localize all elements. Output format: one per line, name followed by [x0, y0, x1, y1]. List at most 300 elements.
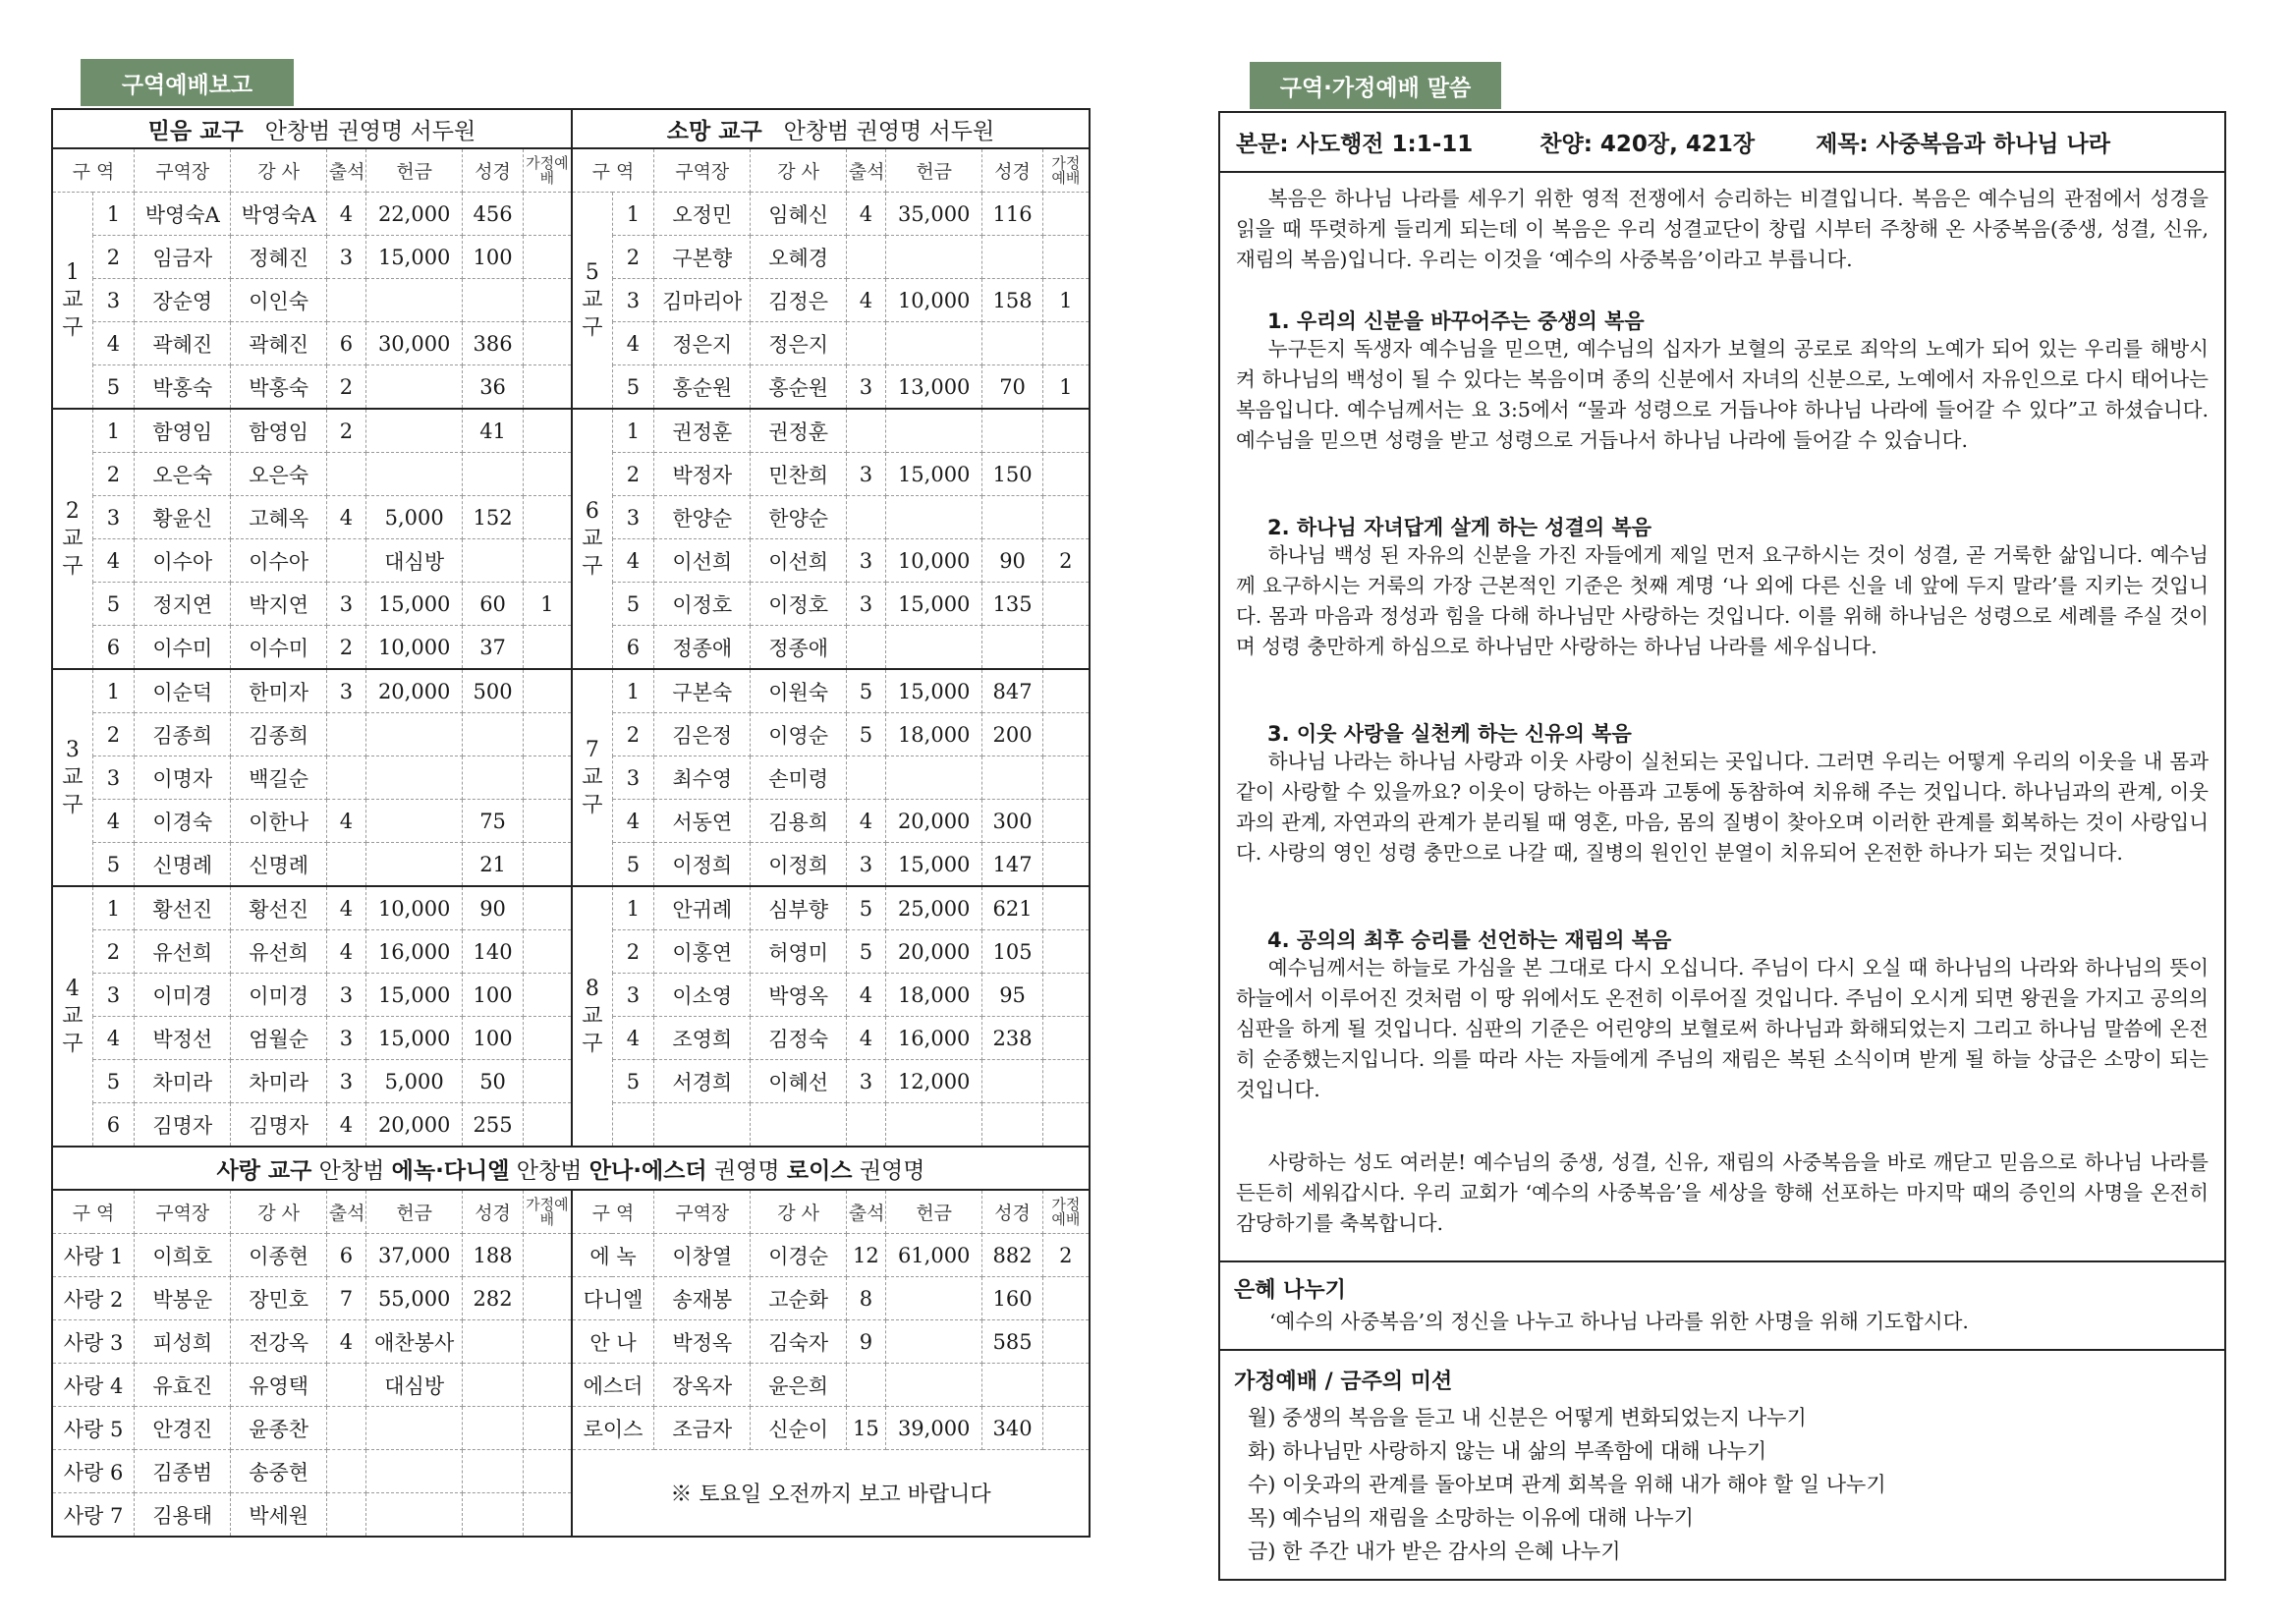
- offering: 15,000: [885, 583, 981, 626]
- row-number: 2: [92, 930, 134, 974]
- bible-reading: [982, 756, 1042, 800]
- col-teacher-header: 강 사: [231, 148, 326, 193]
- family-worship: [523, 409, 572, 453]
- teacher-name: 엄월순: [231, 1017, 326, 1060]
- teacher-name: 이영순: [751, 713, 846, 756]
- offering: 애찬봉사: [365, 1320, 462, 1364]
- family-worship: [523, 886, 572, 930]
- district-label: [52, 193, 92, 410]
- leader-name: 김명자: [135, 1103, 231, 1148]
- subgroup-name: 안나·에스더: [588, 1157, 707, 1184]
- offering: [885, 1103, 981, 1148]
- family-worship: [523, 1060, 572, 1103]
- row-number: 1: [612, 193, 653, 236]
- attendance: 9: [846, 1320, 885, 1364]
- offering: 15,000: [365, 974, 462, 1017]
- teacher-name: 허영미: [751, 930, 846, 974]
- bible-reading: [982, 626, 1042, 670]
- row-number: [612, 1103, 653, 1148]
- family-worship: [523, 800, 572, 843]
- district-label-char: 6: [585, 498, 599, 524]
- bible-reading: 41: [463, 409, 523, 453]
- row-number: 4: [612, 800, 653, 843]
- row-number: 4: [612, 1017, 653, 1060]
- leader-name: 이미경: [135, 974, 231, 1017]
- bible-reading: 90: [982, 539, 1042, 583]
- table-row: [52, 409, 1090, 453]
- offering: 20,000: [885, 930, 981, 974]
- bible-reading: 37: [463, 626, 523, 670]
- offering: 39,000: [885, 1407, 981, 1450]
- offering: 5,000: [365, 1060, 462, 1103]
- attendance: 15: [846, 1407, 885, 1450]
- attendance: 4: [326, 930, 365, 974]
- district-label-char: 구: [582, 792, 603, 817]
- attendance: [846, 409, 885, 453]
- attendance: 3: [326, 236, 365, 279]
- attendance: 3: [846, 843, 885, 887]
- leader-name: 이정호: [654, 583, 751, 626]
- attendance: 2: [326, 365, 365, 410]
- row-number: 5: [612, 365, 653, 410]
- leader-name: 안귀례: [654, 886, 751, 930]
- offering: 15,000: [365, 236, 462, 279]
- attendance: 4: [326, 886, 365, 930]
- district-label: [52, 409, 92, 669]
- district-name: 사랑 7: [52, 1493, 135, 1538]
- col-teacher-header: 강 사: [751, 148, 846, 193]
- teacher-name: 송중현: [231, 1450, 326, 1493]
- district-label-char: 교: [62, 526, 84, 551]
- family-worship: [1042, 1103, 1090, 1148]
- family-worship: [523, 236, 572, 279]
- bible-reading: 386: [463, 322, 523, 365]
- attendance: [846, 1103, 885, 1148]
- teacher-name: 정은지: [751, 322, 846, 365]
- district-label: [572, 193, 612, 410]
- attendance: 4: [846, 974, 885, 1017]
- sermon-header: [1220, 113, 2224, 173]
- family-worship: [523, 626, 572, 670]
- group-leader: 안창범: [311, 1157, 392, 1184]
- offering: 15,000: [365, 583, 462, 626]
- family-worship: [1042, 1017, 1090, 1060]
- teacher-name: [751, 1103, 846, 1148]
- bible-reading: 500: [463, 669, 523, 713]
- offering: 55,000: [365, 1277, 462, 1320]
- family-worship: [523, 1103, 572, 1148]
- bible-reading: [463, 539, 523, 583]
- offering: [885, 1320, 981, 1364]
- offering: 10,000: [885, 539, 981, 583]
- attendance: [846, 496, 885, 539]
- district-name: 사랑 4: [52, 1364, 135, 1407]
- bible-reading: 95: [982, 974, 1042, 1017]
- row-number: 4: [92, 539, 134, 583]
- bible-reading: 882: [982, 1234, 1042, 1277]
- family-worship: [523, 974, 572, 1017]
- offering: 20,000: [365, 669, 462, 713]
- leader-name: 함영임: [135, 409, 231, 453]
- district-label: [572, 669, 612, 886]
- attendance: 12: [846, 1234, 885, 1277]
- leader-name: 김종희: [135, 713, 231, 756]
- table-row: [52, 713, 1090, 756]
- family-worship: [1042, 236, 1090, 279]
- bible-reading: [982, 409, 1042, 453]
- district-name: 로이스: [572, 1407, 654, 1450]
- leader-name: 이정희: [654, 843, 751, 887]
- table-row: [52, 193, 1090, 236]
- row-number: 5: [612, 1060, 653, 1103]
- family-worship: [523, 453, 572, 496]
- family-worship: 1: [1042, 279, 1090, 322]
- teacher-name: 유선희: [231, 930, 326, 974]
- teacher-name: 이경순: [751, 1234, 846, 1277]
- table-row: [52, 279, 1090, 322]
- district-name: 사랑 3: [52, 1320, 135, 1364]
- offering: 15,000: [365, 1017, 462, 1060]
- attendance: 3: [326, 1017, 365, 1060]
- teacher-name: 이미경: [231, 974, 326, 1017]
- group-leader: 권영명: [852, 1157, 925, 1184]
- sermon-panel: [1218, 111, 2226, 1581]
- district-label-char: 구: [582, 314, 603, 340]
- row-number: 3: [92, 496, 134, 539]
- bible-reading: 21: [463, 843, 523, 887]
- offering: [365, 1407, 462, 1450]
- district-label: [52, 669, 92, 886]
- bible-reading: [463, 1493, 523, 1538]
- col-leader-header: 구역장: [654, 148, 751, 193]
- teacher-name: 김숙자: [751, 1320, 846, 1364]
- offering: 37,000: [365, 1234, 462, 1277]
- teacher-name: 박지연: [231, 583, 326, 626]
- row-number: 4: [92, 1017, 134, 1060]
- district-name: 사랑 6: [52, 1450, 135, 1493]
- col-attend-header: 출석: [326, 1190, 365, 1234]
- bible-reading: [982, 1364, 1042, 1407]
- bible-reading: [463, 713, 523, 756]
- sermon-intro: 복음은 하나님 나라를 세우기 위한 영적 전쟁에서 승리하는 비결입니다. 복음은 예수님의 관점에서 성경을 읽을 때 뚜렷하게 들리게 되는데 이 복음은 우리 성결교단이 창립 시부터 주창해 온 사중복음(중생, 성결, 신유, 재림의 복음)입니다. 우리는 이것을 ‘예수의 사중복음’이라고 부릅니다.: [1236, 187, 2209, 271]
- attendance: [326, 1450, 365, 1493]
- offering: [365, 843, 462, 887]
- attendance: 4: [326, 800, 365, 843]
- district-name: 안 나: [572, 1320, 654, 1364]
- row-number: 2: [92, 236, 134, 279]
- family-worship: [1042, 713, 1090, 756]
- group-leaders: 안창범 권영명 서두원: [783, 118, 995, 144]
- table-row: [52, 539, 1090, 583]
- attendance: [846, 626, 885, 670]
- teacher-name: 홍순원: [751, 365, 846, 410]
- family-worship: [523, 496, 572, 539]
- attendance: [326, 1364, 365, 1407]
- group-title: 소망 교구: [666, 118, 762, 144]
- col-district-header: 구 역: [52, 148, 135, 193]
- attendance: [326, 453, 365, 496]
- attendance: [326, 539, 365, 583]
- leader-name: 이홍연: [654, 930, 751, 974]
- sermon-subject: 제목: 사중복음과 하나님 나라: [1816, 132, 2110, 157]
- bible-reading: 255: [463, 1103, 523, 1148]
- attendance: 5: [846, 930, 885, 974]
- bible-reading: [463, 1407, 523, 1450]
- grace-title: 은혜 나누기: [1234, 1278, 1346, 1303]
- teacher-name: 이선희: [751, 539, 846, 583]
- family-worship: [1042, 800, 1090, 843]
- section-body: 하나님 나라는 하나님 사랑과 이웃 사랑이 실천되는 곳입니다. 그러면 우리는 어떻게 우리의 이웃을 내 몸과 같이 사랑할 수 있을까요? 이웃이 당하는 아픔과 고통에 동참하여 치유해 주는 것입니다. 하나님과의 관계, 이웃과의 관계, 자연과의 관계가 분리될 때 영혼, 마음, 몸의 질병이 찾아오며 이러한 관계를 회복하는 것이 사랑입니다. 사랑의 영인 성령 충만으로 나갈 때, 질병의 원인인 분열이 치유되어 온전한 하나가 되는 것입니다.: [1236, 750, 2209, 865]
- row-number: 6: [92, 1103, 134, 1148]
- leader-name: 임금자: [135, 236, 231, 279]
- row-number: 2: [612, 713, 653, 756]
- leader-name: 구본숙: [654, 669, 751, 713]
- offering: 18,000: [885, 974, 981, 1017]
- bible-reading: 158: [982, 279, 1042, 322]
- bible-reading: [463, 1320, 523, 1364]
- row-number: 2: [612, 236, 653, 279]
- section-heading: 1. 우리의 신분을 바꾸어주는 중생의 복음: [1267, 309, 1645, 333]
- attendance: 3: [326, 583, 365, 626]
- bible-reading: 90: [463, 886, 523, 930]
- leader-name: 오은숙: [135, 453, 231, 496]
- leader-name: 이창열: [654, 1234, 751, 1277]
- family-worship: [1042, 453, 1090, 496]
- leader-name: 김은정: [654, 713, 751, 756]
- table-row: [52, 800, 1090, 843]
- col-attend-header: 출석: [846, 148, 885, 193]
- offering: [365, 279, 462, 322]
- teacher-name: 박영옥: [751, 974, 846, 1017]
- sermon-section-tag: 구역·가정예배 말씀: [1250, 62, 1501, 109]
- leader-name: 박정옥: [654, 1320, 751, 1364]
- bible-reading: [463, 756, 523, 800]
- row-number: 1: [92, 669, 134, 713]
- attendance: 3: [846, 583, 885, 626]
- attendance: [326, 1493, 365, 1538]
- leader-name: [654, 1103, 751, 1148]
- bible-reading: 847: [982, 669, 1042, 713]
- attendance: 6: [326, 322, 365, 365]
- row-number: 6: [612, 626, 653, 670]
- offering: [365, 1493, 462, 1538]
- family-worship: [523, 756, 572, 800]
- row-number: 1: [612, 409, 653, 453]
- teacher-name: 정혜진: [231, 236, 326, 279]
- bible-reading: 50: [463, 1060, 523, 1103]
- teacher-name: 박세원: [231, 1493, 326, 1538]
- row-number: 2: [612, 930, 653, 974]
- attendance: 5: [846, 713, 885, 756]
- bible-reading: [982, 322, 1042, 365]
- table-row: [52, 1103, 1090, 1148]
- teacher-name: 차미라: [231, 1060, 326, 1103]
- family-worship-label: 가정예배: [1051, 153, 1081, 187]
- attendance: 3: [846, 539, 885, 583]
- attendance: 4: [846, 800, 885, 843]
- family-worship: 2: [1042, 1234, 1090, 1277]
- col-family-header: [1042, 148, 1090, 193]
- attendance: [846, 756, 885, 800]
- family-worship: [523, 843, 572, 887]
- leader-name: 서동연: [654, 800, 751, 843]
- leader-name: 이명자: [135, 756, 231, 800]
- group-leaders: 안창범 권영명 서두원: [264, 118, 476, 144]
- table-row: [52, 886, 1090, 930]
- teacher-name: 정종애: [751, 626, 846, 670]
- offering: 13,000: [885, 365, 981, 410]
- row-number: 1: [612, 886, 653, 930]
- attendance: 4: [326, 193, 365, 236]
- offering: 18,000: [885, 713, 981, 756]
- family-worship: [1042, 1277, 1090, 1320]
- family-worship: [1042, 1060, 1090, 1103]
- family-worship: [523, 539, 572, 583]
- offering: [885, 236, 981, 279]
- attendance: 3: [326, 974, 365, 1017]
- attendance: 6: [326, 1234, 365, 1277]
- district-label: [572, 886, 612, 1147]
- col-offering-header: 헌금: [365, 148, 462, 193]
- offering: 35,000: [885, 193, 981, 236]
- attendance: [326, 756, 365, 800]
- bible-reading: 282: [463, 1277, 523, 1320]
- faith-district-title: [52, 109, 572, 148]
- row-number: 3: [612, 279, 653, 322]
- col-district-header: 구 역: [572, 1190, 654, 1234]
- district-label-char: 4: [65, 976, 80, 1001]
- offering: 10,000: [365, 626, 462, 670]
- leader-name: 장옥자: [654, 1364, 751, 1407]
- family-worship: [523, 279, 572, 322]
- district-report-table: [51, 108, 1091, 1538]
- bible-reading: 456: [463, 193, 523, 236]
- teacher-name: 이원숙: [751, 669, 846, 713]
- district-label-char: 8: [585, 976, 599, 1001]
- bible-reading: 100: [463, 974, 523, 1017]
- mission-item: 금) 한 주간 내가 받은 감사의 은혜 나누기: [1248, 1540, 1621, 1563]
- leader-name: 황윤신: [135, 496, 231, 539]
- leader-name: 이희호: [135, 1234, 231, 1277]
- bible-reading: 36: [463, 365, 523, 410]
- table-row: [52, 365, 1090, 410]
- leader-name: 이수아: [135, 539, 231, 583]
- teacher-name: 신순이: [751, 1407, 846, 1450]
- row-number: 5: [612, 843, 653, 887]
- divider: [1220, 1260, 2224, 1262]
- teacher-name: 윤은희: [751, 1364, 846, 1407]
- offering: [365, 409, 462, 453]
- leader-name: 홍순원: [654, 365, 751, 410]
- row-number: 5: [92, 583, 134, 626]
- attendance: 4: [326, 496, 365, 539]
- district-label: [572, 409, 612, 669]
- family-worship-label: 가정예배: [526, 153, 569, 187]
- teacher-name: 곽혜진: [231, 322, 326, 365]
- family-worship: [1042, 1364, 1090, 1407]
- row-number: 3: [612, 974, 653, 1017]
- offering: [885, 626, 981, 670]
- row-number: 4: [612, 322, 653, 365]
- offering: 22,000: [365, 193, 462, 236]
- bible-reading: 100: [463, 236, 523, 279]
- district-label-char: 교: [582, 764, 603, 790]
- section-body: 예수님께서는 하늘로 가심을 본 그대로 다시 오십니다. 주님이 다시 오실 때 하나님의 나라와 하나님의 뜻이 하늘에서 이루어진 것처럼 이 땅 위에서도 온전히 이루어질 것입니다. 주님이 오시게 되면 왕권을 가지고 공의의 심판을 하게 될 것입니다. 심판의 기준은 어린양의 보혈로써 하나님과 화해되었는지 그리고 하나님 말씀에 온전히 순종했는지입니다. 의를 따라 사는 자들에게 주님의 재림은 복된 소식이며 받게 될 하늘 상급은 소망이 되는 것입니다.: [1236, 956, 2209, 1101]
- family-worship: [523, 193, 572, 236]
- leader-name: 이선희: [654, 539, 751, 583]
- table-row: [52, 1364, 1090, 1407]
- row-number: 1: [92, 409, 134, 453]
- attendance: 2: [326, 409, 365, 453]
- row-number: 4: [612, 539, 653, 583]
- teacher-name: 유영택: [231, 1364, 326, 1407]
- section-body: 누구든지 독생자 예수님을 믿으면, 예수님의 십자가 보혈의 공로로 죄악의 노예가 되어 있는 우리를 해방시켜 하나님의 백성이 될 수 있다는 복음이며 종의 신분에서 자녀의 신분으로, 노예에서 자유인으로 다시 태어나는 복음입니다. 예수님께서는 요 3:5에서 “물과 성령으로 거듭나야 하나님 나라에 들어갈 수 있다”고 하셨습니다. 예수님을 믿으면 성령을 받고 성령으로 거듭나서 하나님 나라에 들어갈 수 있습니다.: [1236, 337, 2209, 452]
- leader-name: 안경진: [135, 1407, 231, 1450]
- table-row: [52, 1407, 1090, 1450]
- col-offering-header: 헌금: [885, 1190, 981, 1234]
- table-row: [52, 930, 1090, 974]
- district-label-char: 1: [65, 259, 80, 285]
- teacher-name: 고혜옥: [231, 496, 326, 539]
- table-row: [52, 756, 1090, 800]
- attendance: 5: [846, 886, 885, 930]
- row-number: 3: [92, 974, 134, 1017]
- district-label-char: 구: [582, 553, 603, 579]
- col-leader-header: 구역장: [135, 148, 231, 193]
- family-worship: [1042, 583, 1090, 626]
- attendance: [326, 1407, 365, 1450]
- district-name: 에스더: [572, 1364, 654, 1407]
- offering: 15,000: [885, 843, 981, 887]
- row-number: 1: [92, 193, 134, 236]
- teacher-name: 고순화: [751, 1277, 846, 1320]
- col-bible-header: 성경: [463, 148, 523, 193]
- row-number: 5: [92, 365, 134, 410]
- offering: 20,000: [365, 1103, 462, 1148]
- leader-name: 피성희: [135, 1320, 231, 1364]
- leader-name: 김용태: [135, 1493, 231, 1538]
- row-number: 2: [612, 453, 653, 496]
- teacher-name: 이정희: [751, 843, 846, 887]
- family-worship: [1042, 930, 1090, 974]
- bible-reading: 60: [463, 583, 523, 626]
- district-label: [52, 886, 92, 1147]
- family-worship: [523, 1017, 572, 1060]
- leader-name: 정지연: [135, 583, 231, 626]
- group-leader: 권영명: [706, 1157, 787, 1184]
- district-label-char: 구: [62, 1031, 84, 1056]
- col-family-header: [523, 1190, 572, 1234]
- teacher-name: 이한나: [231, 800, 326, 843]
- attendance: 4: [846, 1017, 885, 1060]
- family-worship: [1042, 496, 1090, 539]
- offering: 15,000: [885, 669, 981, 713]
- attendance: 5: [846, 669, 885, 713]
- family-worship: [523, 713, 572, 756]
- bible-reading: 147: [982, 843, 1042, 887]
- divider: [1220, 1349, 2224, 1351]
- col-offering-header: 헌금: [885, 148, 981, 193]
- bible-reading: 160: [982, 1277, 1042, 1320]
- offering: 16,000: [365, 930, 462, 974]
- table-row: [52, 322, 1090, 365]
- teacher-name: 김정은: [751, 279, 846, 322]
- teacher-name: 손미령: [751, 756, 846, 800]
- family-worship: [523, 1493, 572, 1538]
- leader-name: 조영희: [654, 1017, 751, 1060]
- family-worship-label: 가정예배: [1051, 1195, 1081, 1228]
- offering: 대심방: [365, 1364, 462, 1407]
